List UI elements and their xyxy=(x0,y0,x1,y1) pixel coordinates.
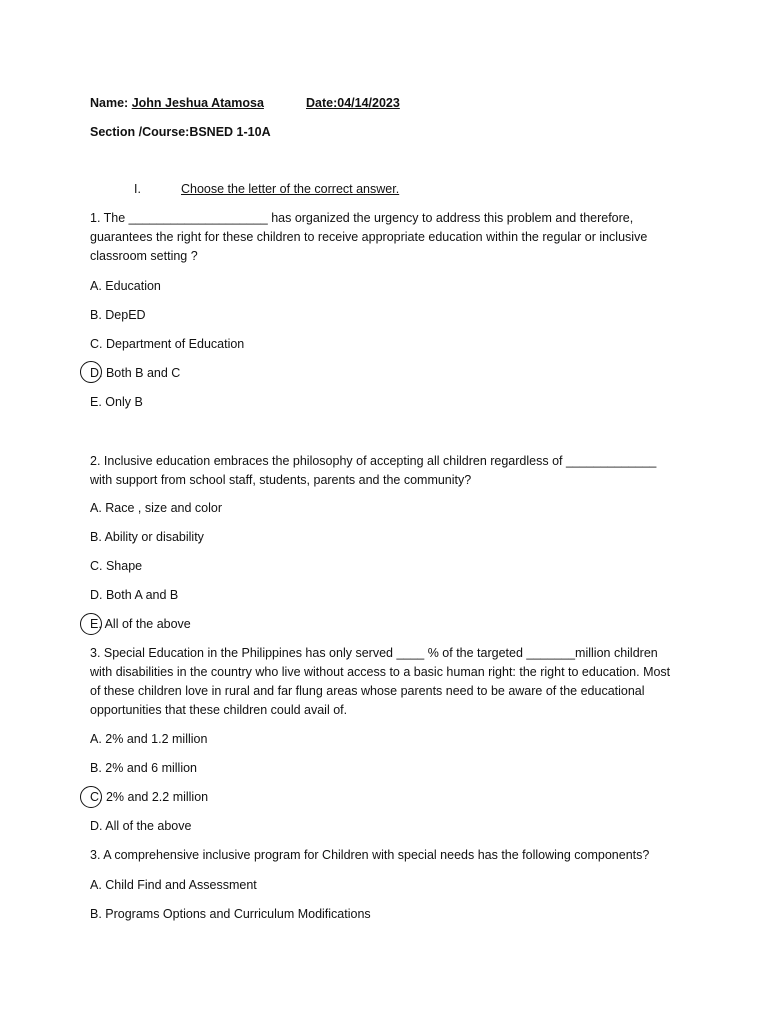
q1-option-b: B. DepED xyxy=(90,308,146,322)
name-field xyxy=(90,94,264,112)
name-label: Name: xyxy=(90,96,129,110)
q1-option-d: D. Both B and C xyxy=(90,366,181,380)
q3-option-a: A. 2% and 1.2 million xyxy=(90,732,208,746)
question-4-text: 3. A comprehensive inclusive program for Children with special needs has the following components? xyxy=(90,848,650,862)
section-course-field: Section /Course:BSNED 1-10A xyxy=(90,125,271,139)
q3-option-d: D. All of the above xyxy=(90,819,192,833)
q2-answer-circle xyxy=(80,613,102,635)
q4-option-a: A. Child Find and Assessment xyxy=(90,878,257,892)
q2-option-c: C. Shape xyxy=(90,559,143,573)
q1-option-a: A. Education xyxy=(90,279,161,293)
q1-answer-circle xyxy=(80,361,102,383)
q1-option-e: E. Only B xyxy=(90,395,143,409)
date-field: Date:04/14/2023 xyxy=(306,96,400,110)
q2-option-a: A. Race , size and color xyxy=(90,501,223,515)
q3-answer-circle xyxy=(80,786,102,808)
part-numeral: I. xyxy=(134,182,141,196)
question-1-text: 1. The ____________________ has organized the urgency to address this problem and therefore, guarantees the right for these children to receive appropriate education within the regular or inclusive classroom setting ? xyxy=(90,211,648,263)
student-name: John Jeshua Atamosa xyxy=(131,96,264,110)
question-3-text: 3. Special Education in the Philippines has only served ____ % of the targeted _______million children with disabilities in the country who live without access to a basic human right: the right to education. Most of these children love in rural and far flung areas whose parents need to be aware of the educational opportunities that these children could avail of. xyxy=(90,646,671,717)
q2-option-d: D. Both A and B xyxy=(90,588,179,602)
q3-option-c: C. 2% and 2.2 million xyxy=(90,790,209,804)
q2-option-b: B. Ability or disability xyxy=(90,530,204,544)
question-2-text: 2. Inclusive education embraces the philosophy of accepting all children regardless of _____________ with support from school staff, students, parents and the community? xyxy=(90,454,657,487)
q3-option-b: B. 2% and 6 million xyxy=(90,761,198,775)
q1-option-c: C. Department of Education xyxy=(90,337,245,351)
part-instruction: Choose the letter of the correct answer. xyxy=(181,182,400,196)
q4-option-b: B. Programs Options and Curriculum Modifications xyxy=(90,907,371,921)
q2-option-e: E. All of the above xyxy=(90,617,191,631)
